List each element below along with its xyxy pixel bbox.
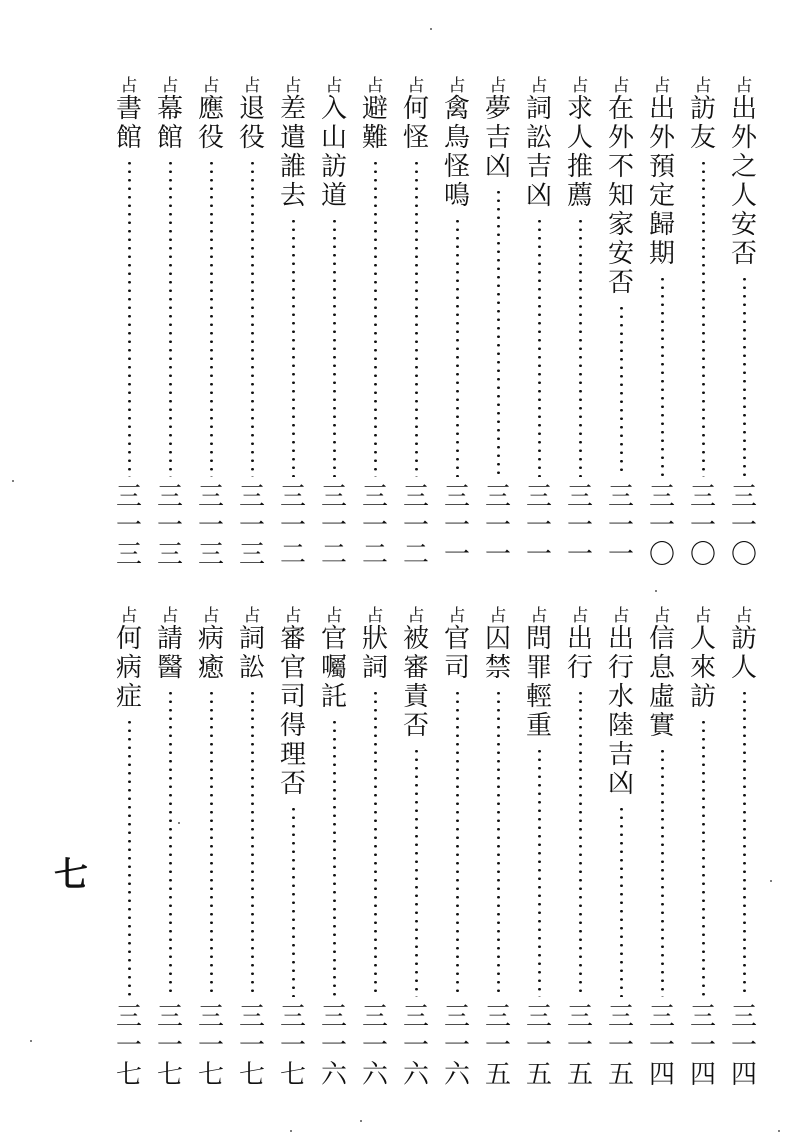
entry-page-number: 三 一 一	[525, 482, 552, 570]
dot-leader	[538, 217, 541, 477]
toc-entry	[355, 78, 395, 570]
dot-leader	[128, 159, 131, 477]
entry-title: 占 問 罪 輕 重	[525, 606, 552, 741]
entry-page-number: 三 一 一	[443, 482, 470, 570]
toc-entry	[191, 608, 231, 1090]
entry-page-number: 三 一 一	[607, 482, 634, 570]
scan-speck	[770, 880, 772, 882]
toc-upper-block	[0, 78, 793, 570]
dot-leader	[415, 159, 418, 477]
scan-speck	[12, 480, 14, 482]
entry-page-number: 三 一 五	[525, 1002, 552, 1090]
toc-entry	[314, 78, 354, 570]
toc-entry	[601, 78, 641, 570]
entry-page-number: 三 一 五	[566, 1002, 593, 1090]
entry-page-number: 三 一 六	[320, 1002, 347, 1090]
entry-page-number: 三 一 三	[197, 482, 224, 570]
dot-leader	[538, 747, 541, 997]
dot-leader	[579, 689, 582, 997]
entry-page-number: 三 一 二	[402, 482, 429, 570]
entry-page-number: 三 一 一	[566, 482, 593, 570]
toc-entry	[560, 78, 600, 570]
toc-entry	[355, 608, 395, 1090]
entry-title: 占 應 役	[197, 76, 224, 153]
entry-page-number: 三 一 七	[156, 1002, 183, 1090]
entry-title: 占 退 役	[238, 76, 265, 153]
toc-entry	[396, 78, 436, 570]
dot-leader	[661, 747, 664, 997]
entry-title: 占 書 館	[115, 76, 142, 153]
dot-leader	[292, 805, 295, 997]
entry-title: 占 被 審 責 否	[402, 606, 429, 741]
toc-entry	[519, 608, 559, 1090]
toc-entry	[642, 78, 682, 570]
entry-page-number: 三 一 〇	[648, 482, 675, 570]
entry-page-number: 三 一 七	[115, 1002, 142, 1090]
toc-entry	[273, 78, 313, 570]
scan-speck	[30, 1040, 32, 1042]
entry-title: 占 出 外 之 人 安 否	[730, 76, 757, 269]
dot-leader	[743, 689, 746, 997]
toc-entry	[683, 608, 723, 1090]
scan-speck	[778, 1130, 780, 1132]
scan-speck	[655, 590, 657, 592]
dot-leader	[743, 275, 746, 477]
dot-leader	[169, 159, 172, 477]
entry-title: 占 人 來 訪	[689, 606, 716, 712]
dot-leader	[497, 188, 500, 477]
toc-entry	[232, 608, 272, 1090]
entry-title: 占 禽 鳥 怪 鳴	[443, 76, 470, 211]
dot-leader	[456, 689, 459, 997]
entry-title: 占 入 山 訪 道	[320, 76, 347, 211]
entry-title: 占 出 外 預 定 歸 期	[648, 76, 675, 269]
entry-page-number: 三 一 三	[115, 482, 142, 570]
entry-page-number: 三 一 七	[197, 1002, 224, 1090]
dot-leader	[456, 217, 459, 477]
entry-title: 占 何 病 症	[115, 606, 142, 712]
toc-entry	[232, 78, 272, 570]
toc-entry	[191, 78, 231, 570]
entry-page-number: 三 一 六	[443, 1002, 470, 1090]
entry-page-number: 三 一 三	[238, 482, 265, 570]
dot-leader	[210, 689, 213, 997]
dot-leader	[702, 159, 705, 477]
entry-title: 占 訪 人	[730, 606, 757, 683]
dot-leader	[292, 217, 295, 477]
entry-title: 占 出 行	[566, 606, 593, 683]
scan-speck	[290, 1130, 292, 1132]
entry-page-number: 三 一 三	[156, 482, 183, 570]
dot-leader	[333, 217, 336, 477]
dot-leader	[702, 718, 705, 997]
dot-leader	[374, 689, 377, 997]
entry-title: 占 差 遣 誰 去	[279, 76, 306, 211]
dot-leader	[210, 159, 213, 477]
entry-page-number: 三 一 二	[361, 482, 388, 570]
toc-entry	[560, 608, 600, 1090]
entry-title: 占 官 司	[443, 606, 470, 683]
entry-page-number: 三 一 四	[689, 1002, 716, 1090]
toc-entry	[642, 608, 682, 1090]
dot-leader	[251, 689, 254, 997]
entry-page-number: 三 一 七	[279, 1002, 306, 1090]
toc-entry	[478, 608, 518, 1090]
toc-entry	[109, 608, 149, 1090]
entry-title: 占 夢 吉 凶	[484, 76, 511, 182]
entry-title: 占 訪 友	[689, 76, 716, 153]
entry-page-number: 三 一 二	[320, 482, 347, 570]
scan-speck	[430, 28, 432, 30]
entry-page-number: 三 一 四	[648, 1002, 675, 1090]
entry-title: 占 病 癒	[197, 606, 224, 683]
toc-entry	[519, 78, 559, 570]
toc-entry	[724, 78, 764, 570]
entry-page-number: 三 一 五	[484, 1002, 511, 1090]
dot-leader	[620, 304, 623, 477]
entry-title: 占 幕 館	[156, 76, 183, 153]
toc-entry	[314, 608, 354, 1090]
toc-entry	[150, 78, 190, 570]
toc-entry	[724, 608, 764, 1090]
entry-page-number: 三 一 二	[279, 482, 306, 570]
toc-entry	[150, 608, 190, 1090]
entry-page-number: 三 一 六	[361, 1002, 388, 1090]
toc-lower-block	[0, 608, 793, 1090]
toc-entry	[437, 608, 477, 1090]
page-number: 七	[54, 855, 88, 895]
entry-page-number: 三 一 七	[238, 1002, 265, 1090]
entry-title: 占 求 人 推 薦	[566, 76, 593, 211]
toc-entry	[683, 78, 723, 570]
entry-page-number: 三 一 四	[730, 1002, 757, 1090]
entry-title: 占 避 難	[361, 76, 388, 153]
toc-entry	[396, 608, 436, 1090]
entry-page-number: 三 一 〇	[689, 482, 716, 570]
toc-entry	[109, 78, 149, 570]
toc-entry	[601, 608, 641, 1090]
dot-leader	[169, 689, 172, 997]
scan-speck	[178, 822, 180, 824]
entry-title: 占 何 怪	[402, 76, 429, 153]
dot-leader	[415, 747, 418, 997]
entry-title: 占 出 行 水 陸 吉 凶	[607, 606, 634, 799]
dot-leader	[374, 159, 377, 477]
dot-leader	[620, 805, 623, 997]
entry-title: 占 請 醫	[156, 606, 183, 683]
toc-entry	[478, 78, 518, 570]
entry-title: 占 詞 訟 吉 凶	[525, 76, 552, 211]
dot-leader	[333, 718, 336, 997]
dot-leader	[661, 275, 664, 477]
dot-leader	[579, 217, 582, 477]
entry-title: 占 囚 禁	[484, 606, 511, 683]
dot-leader	[251, 159, 254, 477]
entry-title: 占 審 官 司 得 理 否	[279, 606, 306, 799]
entry-title: 占 狀 詞	[361, 606, 388, 683]
entry-title: 占 詞 訟	[238, 606, 265, 683]
entry-title: 占 信 息 虛 實	[648, 606, 675, 741]
dot-leader	[497, 689, 500, 997]
scan-speck	[360, 1120, 362, 1122]
entry-page-number: 三 一 〇	[730, 482, 757, 570]
entry-page-number: 三 一 一	[484, 482, 511, 570]
toc-entry	[273, 608, 313, 1090]
entry-title: 占 官 囑 託	[320, 606, 347, 712]
entry-page-number: 三 一 六	[402, 1002, 429, 1090]
entry-page-number: 三 一 五	[607, 1002, 634, 1090]
dot-leader	[128, 718, 131, 997]
entry-title: 占 在 外 不 知 家 安 否	[607, 76, 634, 298]
toc-entry	[437, 78, 477, 570]
